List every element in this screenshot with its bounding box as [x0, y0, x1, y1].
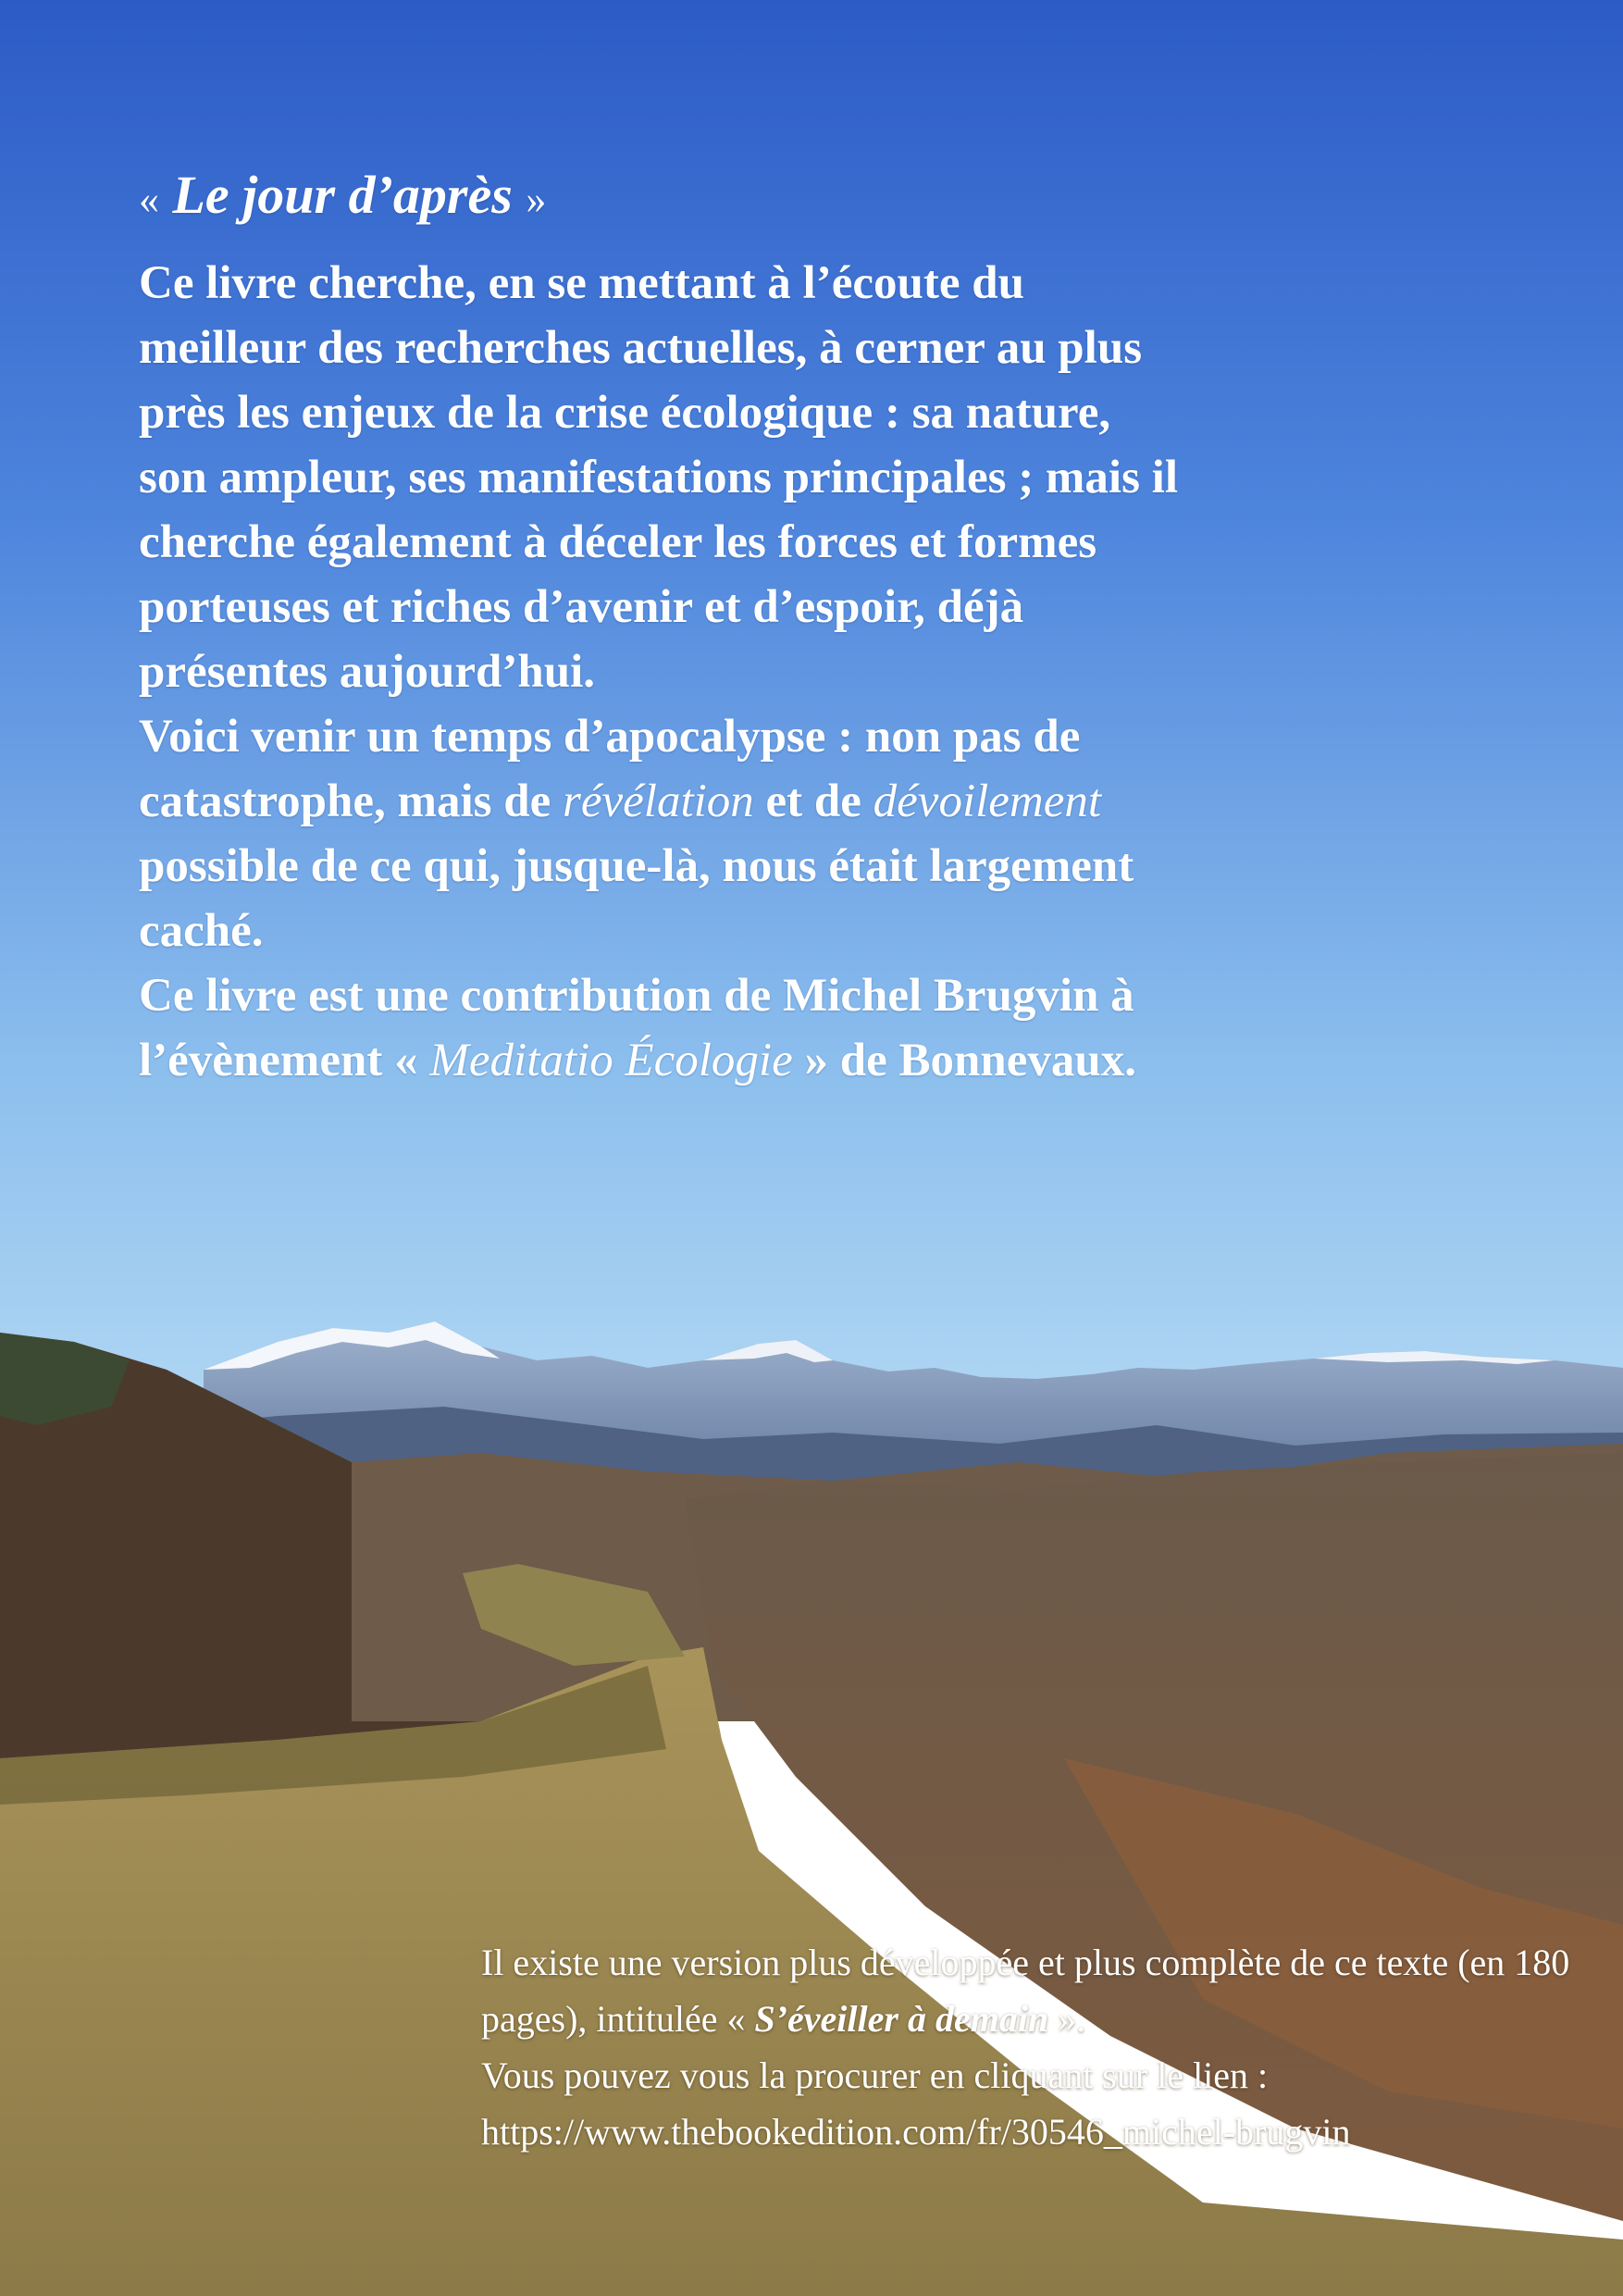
book-title-heading — [139, 165, 1184, 227]
close-quote: » — [526, 177, 547, 222]
note-text: Vous pouvez vous la procurer en cliquant sur le lien : — [481, 2054, 1269, 2096]
paragraph-text: » de Bonnevaux. — [792, 1034, 1136, 1086]
note-text: ». — [1048, 1998, 1086, 2040]
paragraph-text: Voici venir un temps d’apocalypse : non pas de catastrophe, mais de — [139, 710, 1081, 827]
emphasis-devoilement: dévoilement — [873, 775, 1102, 827]
note-text: Il existe une version plus développée et plus complète de ce texte (en 180 pages), intitulée « — [481, 1942, 1570, 2040]
emphasis-revelation: révélation — [563, 775, 754, 827]
description-paragraph-1: Ce livre cherche, en se mettant à l’écoute du meilleur des recherches actuelles, à cerner au plus près les enjeux de la crise écologique : sa nature, son ampleur, ses manifestations principales ; mais il cherche également à déceler les forces et formes porteuses et riches d’avenir et d’espoir, déjà présentes aujourd’hui. — [139, 256, 1179, 698]
paragraph-text: et de — [753, 775, 873, 827]
extended-title: S’éveiller à demain — [754, 1998, 1049, 2040]
main-text-block — [139, 165, 1184, 1093]
extended-version-note — [481, 1934, 1592, 2160]
book-title: Le jour d’après — [172, 165, 513, 225]
paragraph-text: possible de ce qui, jusque-là, nous était largement caché. — [139, 839, 1134, 957]
open-quote: « — [139, 177, 159, 222]
paragraph-text: Ce livre est une contribution de Michel Brugvin à l’évènement « — [139, 969, 1134, 1086]
description-paragraph-2 — [139, 704, 1184, 963]
purchase-link[interactable]: https://www.thebookedition.com/fr/30546_michel-brugvin — [481, 2111, 1351, 2153]
event-name: Meditatio Écologie — [429, 1034, 793, 1086]
description-paragraph-3 — [139, 963, 1184, 1093]
